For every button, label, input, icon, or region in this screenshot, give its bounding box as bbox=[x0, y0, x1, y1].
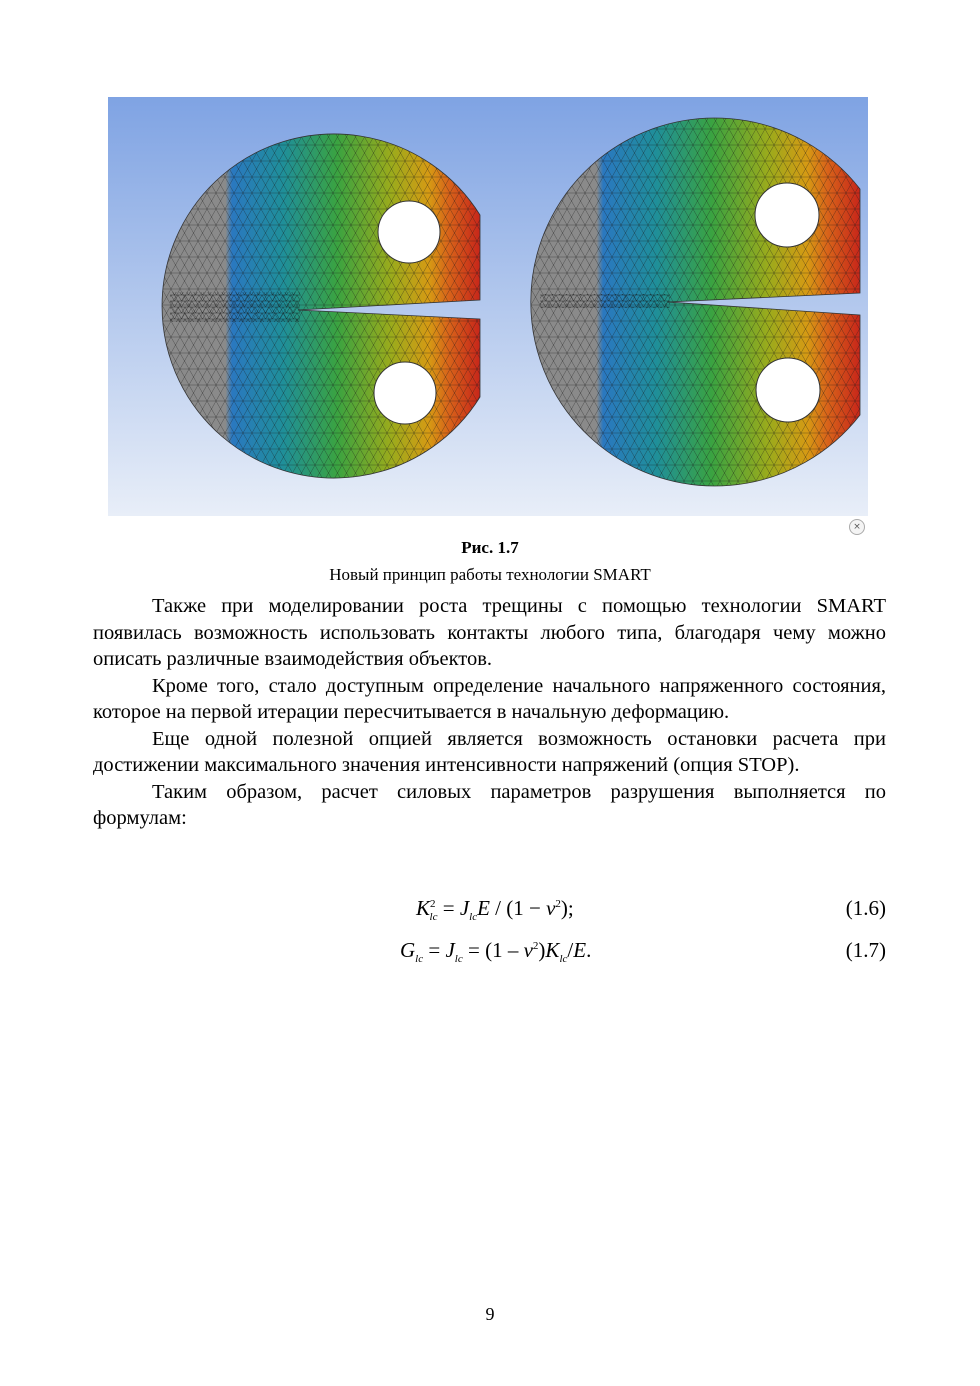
formula-expression: $K^2_{lc} = J_{lc}E / (1 - \nu^2)$; bbox=[416, 896, 574, 924]
paragraph: Также при моделировании роста трещины с помощью технологии SMART появилась возможность использовать контакты любого типа, благодаря чему можно описать различные взаимодействия объектов. bbox=[93, 595, 886, 670]
figure-number: Рис. 1.7 bbox=[461, 538, 519, 557]
figure-smart-crack bbox=[108, 97, 868, 516]
fe-mesh-image bbox=[108, 97, 868, 516]
formula-1-6 bbox=[93, 896, 886, 926]
paragraph: Еще одной полезной опцией является возможность остановки расчета при достижении максимального значения интенсивности напряжений (опция STOP). bbox=[93, 727, 886, 776]
formula-number: (1.6) bbox=[845, 896, 886, 920]
body-text bbox=[93, 593, 886, 832]
page-number: 9 bbox=[485, 1304, 495, 1324]
paragraph: Таким образом, расчет силовых параметров разрушения выполняется по формулам: bbox=[93, 780, 886, 829]
figure-caption: Новый принцип работы технологии SMART bbox=[329, 565, 651, 584]
formula-expression: $G_{lc} = J_{lc} = (1 - \nu^2)K_{lc}/E$. bbox=[400, 938, 592, 966]
formula-1-7 bbox=[93, 938, 886, 968]
formula-number: (1.7) bbox=[845, 938, 886, 962]
paragraph: Кроме того, стало доступным определение начального напряженного состояния, которое на первой итерации пересчитывается в начальную деформацию. bbox=[93, 674, 886, 723]
close-icon[interactable]: × bbox=[849, 519, 865, 535]
